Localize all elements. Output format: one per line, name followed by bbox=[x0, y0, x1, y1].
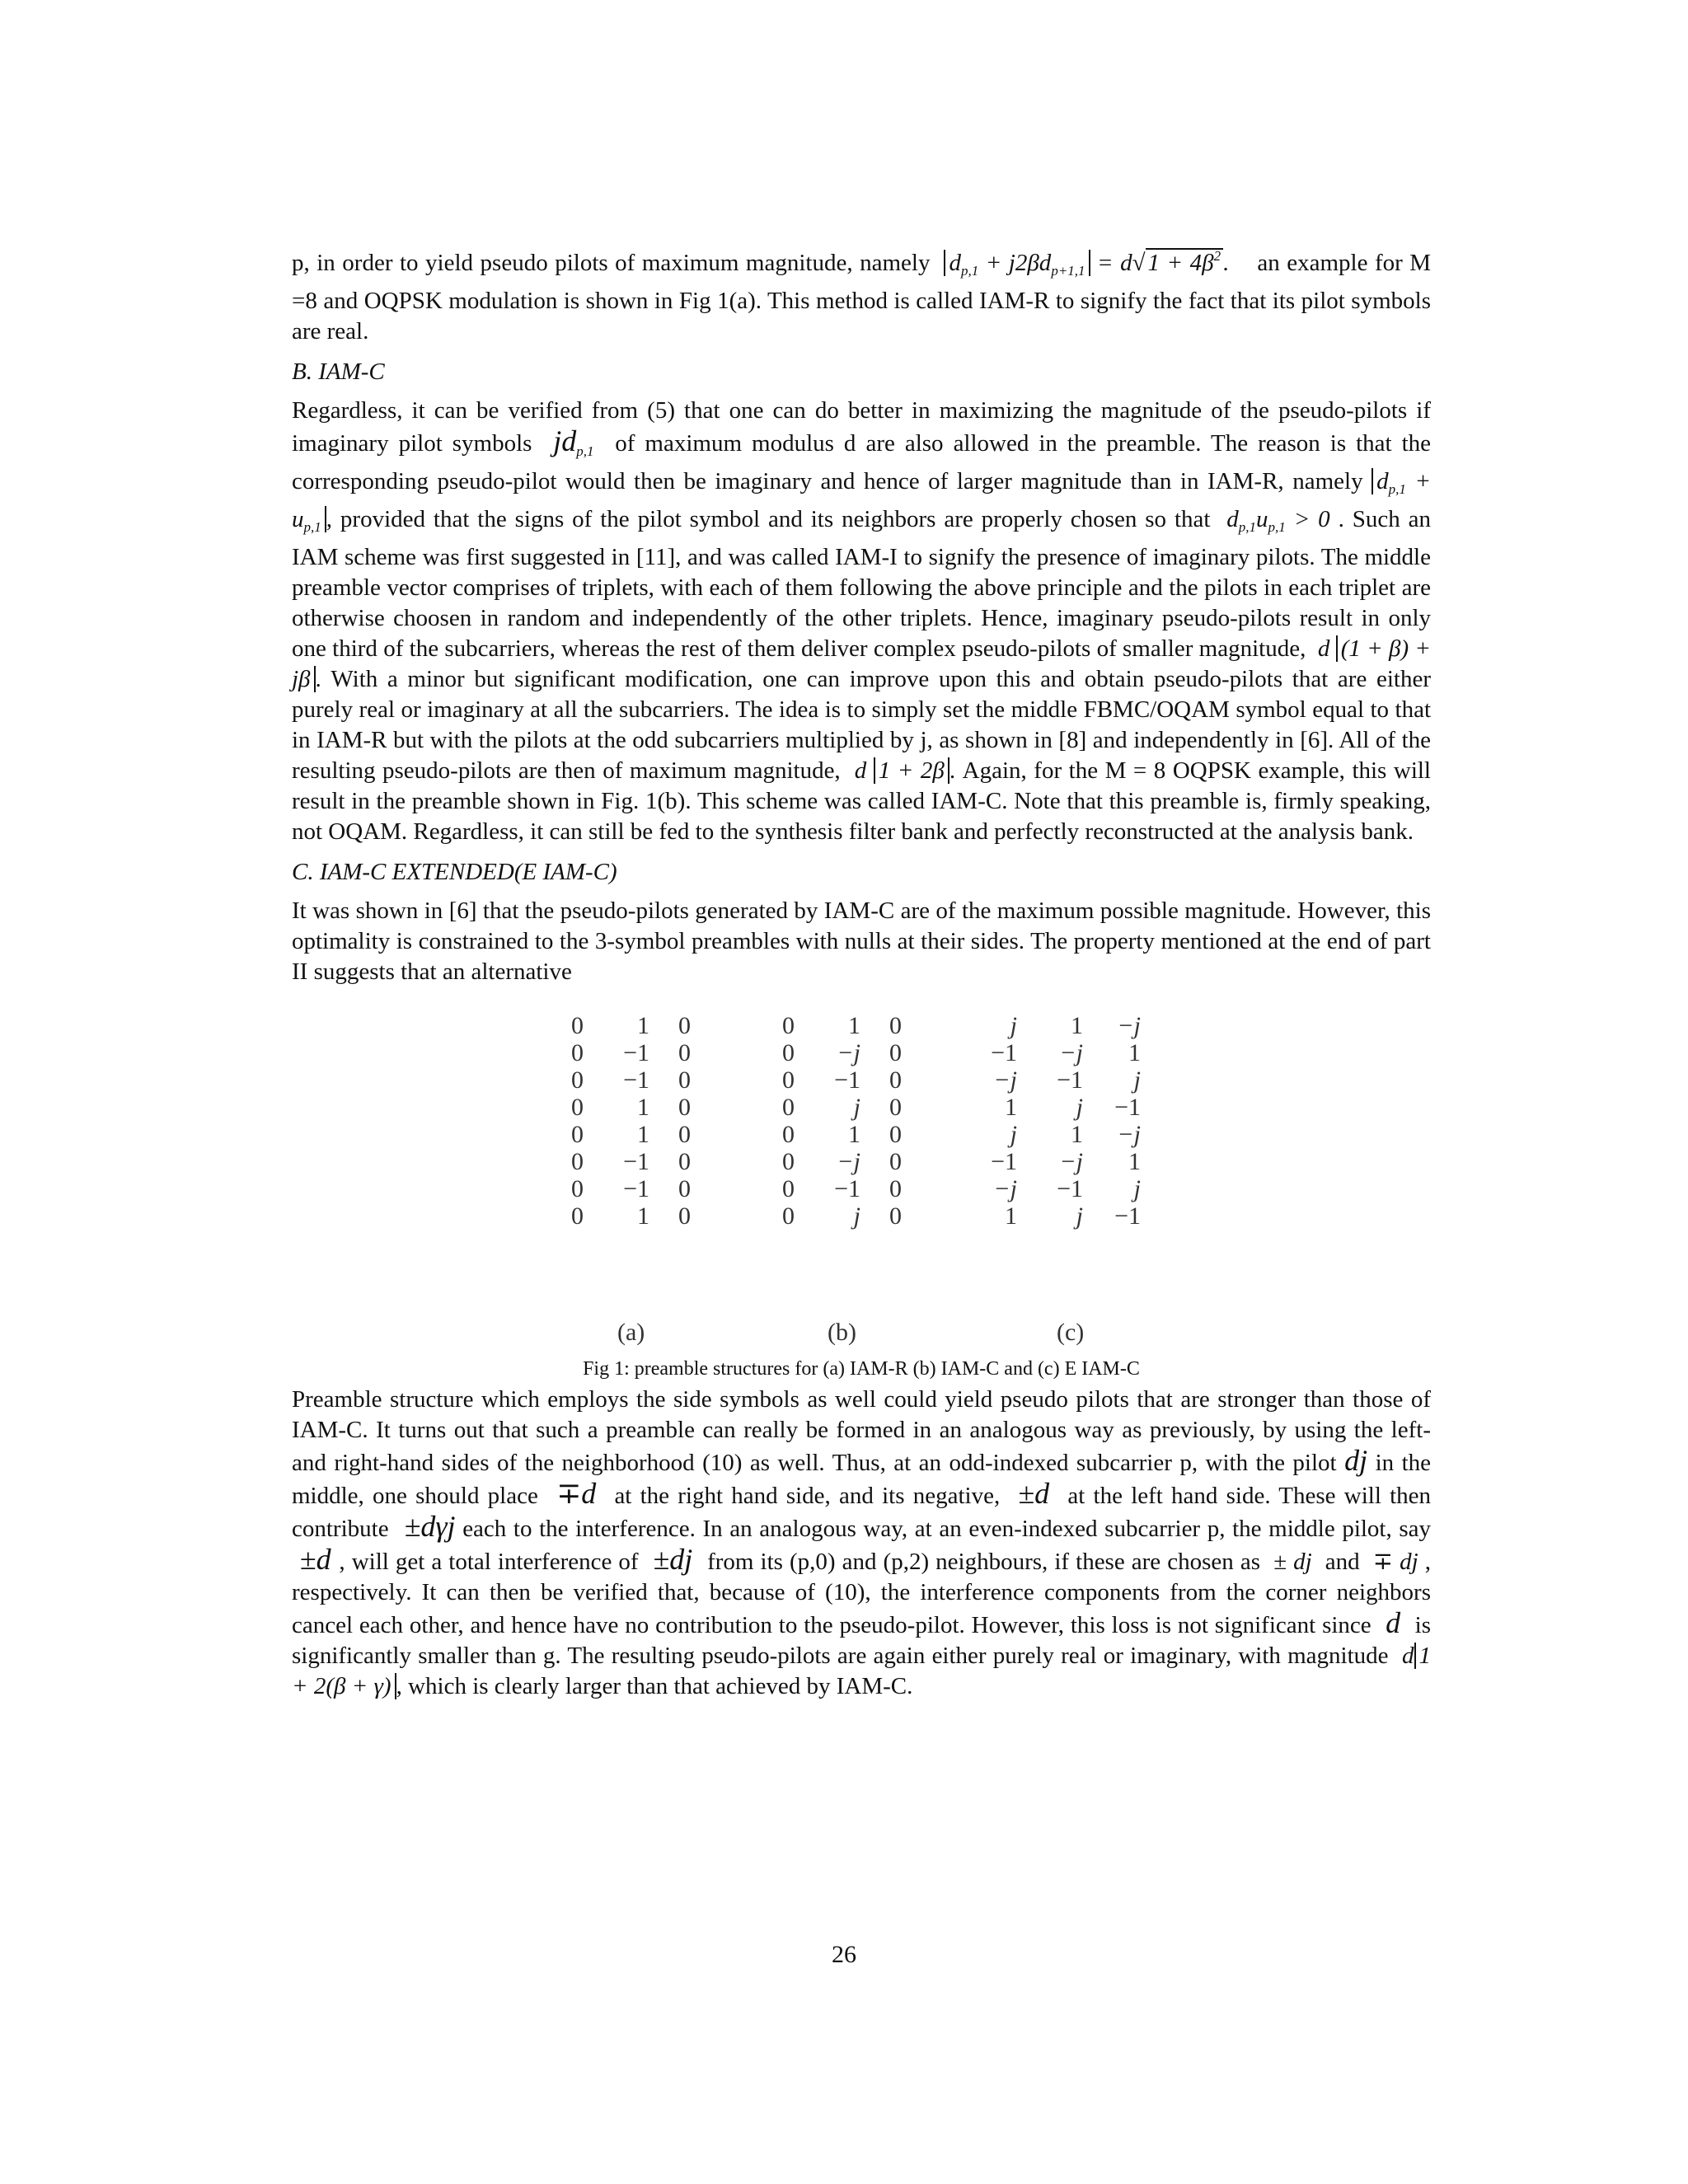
matrix-a bbox=[564, 1012, 691, 1230]
matrix-cell: 0 bbox=[678, 1039, 691, 1066]
matrix-cell: j bbox=[853, 1094, 860, 1121]
matrix-cell: 0 bbox=[571, 1039, 584, 1066]
matrix-cell: j bbox=[1076, 1202, 1083, 1230]
text: . Again, for the M = 8 OQPSK example, this will result in the preamble shown in Fig. 1(b). This scheme was called IAM-C. Note that this preamble is, firmly speaking, not OQAM. Regardless, it can still be fed to the synthesis filter bank and perfectly reconstructed at the analysis bank. bbox=[292, 757, 1431, 845]
matrix-cell: 1 bbox=[637, 1094, 649, 1121]
matrix-cell: 0 bbox=[782, 1175, 795, 1202]
equation: d 1 + 2β bbox=[847, 757, 950, 784]
matrix-cell: −1 bbox=[834, 1066, 860, 1094]
matrix-cell: j bbox=[853, 1202, 860, 1230]
matrix-cell: 0 bbox=[678, 1202, 691, 1230]
text: , will get a total interference of bbox=[339, 1549, 639, 1575]
text: each to the interference. In an analogous way, at an even-indexed subcarrier p, the middle pilot, say bbox=[462, 1516, 1432, 1542]
matrix-cell: 0 bbox=[678, 1012, 691, 1039]
text: . Such an IAM scheme was first suggested in [11], and was called IAM-I to signify the presence of imaginary pilots. The middle preamble vector comprises of triplets, with each of them following the above principle and the pilots in each triplet are otherwise choosen in random and independently of the other triplets. Hence, imaginary pseudo-pilots result in only one third of the subcarriers, whereas the rest of them deliver complex pseudo-pilots of smaller magnitude, bbox=[292, 506, 1432, 662]
matrix-cell: 1 bbox=[1005, 1094, 1017, 1121]
matrix-cell: −1 bbox=[623, 1039, 649, 1066]
equation: d 1 + 2(β + γ) bbox=[292, 1643, 1432, 1699]
matrix-cell: 1 bbox=[1071, 1012, 1083, 1039]
equation: ∓d bbox=[546, 1477, 607, 1510]
matrix-row bbox=[564, 1121, 691, 1148]
matrix-row bbox=[976, 1175, 1141, 1202]
matrix-cell: 0 bbox=[571, 1148, 584, 1175]
label-b: (b) bbox=[828, 1319, 856, 1346]
matrix-cell: 0 bbox=[889, 1012, 902, 1039]
equation: $d_{p,1}u_{p,1} > 0$ bbox=[1218, 506, 1339, 535]
equation: ∓ dj bbox=[1366, 1549, 1425, 1575]
matrix-cell: 0 bbox=[782, 1066, 795, 1094]
matrix-cell: −j bbox=[837, 1148, 860, 1175]
matrix-cell: 0 bbox=[889, 1148, 902, 1175]
text: at the right hand side, and its negative, bbox=[614, 1483, 1001, 1509]
matrix-cell: 1 bbox=[637, 1121, 649, 1148]
matrix-cell: 1 bbox=[848, 1012, 860, 1039]
page-body bbox=[292, 241, 1431, 1702]
matrix-cell: 0 bbox=[678, 1148, 691, 1175]
matrix-cell: −1 bbox=[1114, 1202, 1141, 1230]
matrix-row bbox=[775, 1094, 902, 1121]
matrix-cell: −1 bbox=[1114, 1094, 1141, 1121]
matrix-cell: 0 bbox=[571, 1012, 584, 1039]
matrix-cell: 0 bbox=[889, 1121, 902, 1148]
figure-caption: Fig 1: preamble structures for (a) IAM-R (b) IAM-C and (c) E IAM-C bbox=[583, 1358, 1140, 1380]
matrix-row bbox=[976, 1039, 1141, 1066]
matrix-row bbox=[775, 1202, 902, 1230]
matrix-cell: 0 bbox=[571, 1121, 584, 1148]
matrix-cell: −j bbox=[837, 1039, 860, 1066]
matrix-row bbox=[564, 1202, 691, 1230]
matrix-cell: 0 bbox=[678, 1066, 691, 1094]
matrix-row bbox=[775, 1121, 902, 1148]
matrix-row bbox=[775, 1175, 902, 1202]
paragraph-iam-c bbox=[292, 396, 1431, 847]
matrix-cell: 0 bbox=[782, 1148, 795, 1175]
matrix-row bbox=[775, 1066, 902, 1094]
matrix-cell: 0 bbox=[571, 1175, 584, 1202]
matrix-cell: −1 bbox=[1057, 1175, 1083, 1202]
matrix-cell: 1 bbox=[637, 1012, 649, 1039]
paragraph-e-iam-c-body bbox=[292, 1385, 1431, 1702]
matrix-cell: −j bbox=[1117, 1121, 1141, 1148]
text: , which is clearly larger than that achieved by IAM-C. bbox=[396, 1673, 913, 1699]
equation: d (1 + β) + jβ bbox=[292, 635, 1432, 692]
matrix-cell: j bbox=[1076, 1094, 1083, 1121]
matrix-cell: −1 bbox=[1057, 1066, 1083, 1094]
text: , provided that the signs of the pilot symbol and its neighbors are properly chosen so that bbox=[326, 506, 1211, 532]
equation: $jd_{p,1}$ bbox=[542, 424, 594, 459]
matrix-cell: −1 bbox=[834, 1175, 860, 1202]
page-number: 26 bbox=[832, 1941, 856, 1968]
matrix-cell: 0 bbox=[782, 1012, 795, 1039]
matrix-row bbox=[976, 1148, 1141, 1175]
equation: ±dj bbox=[645, 1543, 701, 1576]
matrix-cell: 1 bbox=[1005, 1202, 1017, 1230]
equation: d bbox=[1377, 1606, 1409, 1639]
matrix-cell: 0 bbox=[889, 1202, 902, 1230]
text: of maximum modulus d are also allowed in the preamble. The reason is that the corresponding pseudo-pilot would then be imaginary and hence of larger magnitude than in IAM-R, namely bbox=[292, 430, 1432, 494]
matrix-cell: 0 bbox=[571, 1094, 584, 1121]
matrix-cell: 1 bbox=[637, 1202, 649, 1230]
matrix-cell: 0 bbox=[889, 1175, 902, 1202]
matrix-cell: 0 bbox=[782, 1121, 795, 1148]
matrix-cell: 0 bbox=[889, 1094, 902, 1121]
text: is significantly smaller than g. The resulting pseudo-pilots are again either purely real or imaginary, with magnitude bbox=[292, 1612, 1432, 1669]
matrix-cell: 0 bbox=[678, 1094, 691, 1121]
label-a: (a) bbox=[617, 1319, 645, 1346]
matrix-row bbox=[564, 1066, 691, 1094]
matrix-cell: j bbox=[1010, 1012, 1017, 1039]
matrix-row bbox=[775, 1039, 902, 1066]
matrix-cell: 0 bbox=[889, 1039, 902, 1066]
paragraph-e-iam-c-intro: It was shown in [6] that the pseudo-pilots generated by IAM-C are of the maximum possible magnitude. However, this optimality is constrained to the 3-symbol preambles with nulls at their sides. The property mentioned at the end of part II suggests that an alternative bbox=[292, 898, 1431, 985]
equation: $d_{p,1} + j2\beta d_{p+1,1} = d√$ $1 + 4\beta^2$ . bbox=[937, 248, 1250, 276]
text: an example for M =8 and OQPSK modulation is shown in Fig 1(a). This method is called IAM-R to signify the fact that its pilot symbols are real. bbox=[292, 250, 1432, 344]
equation: $d_{p,1} + u_{p,1}$ bbox=[292, 468, 1432, 535]
label-c: (c) bbox=[1057, 1319, 1085, 1346]
matrix-cell: 0 bbox=[678, 1175, 691, 1202]
matrix-row bbox=[775, 1012, 902, 1039]
matrix-row bbox=[775, 1148, 902, 1175]
equation: dj bbox=[1344, 1444, 1368, 1477]
matrix-cell: 0 bbox=[782, 1202, 795, 1230]
matrix-row bbox=[976, 1066, 1141, 1094]
matrix-row bbox=[564, 1039, 691, 1066]
matrix-cell: −j bbox=[1059, 1148, 1083, 1175]
equation: ±d bbox=[292, 1543, 340, 1576]
matrix-cell: 1 bbox=[1071, 1121, 1083, 1148]
matrix-cell: 0 bbox=[782, 1094, 795, 1121]
matrix-cell: 1 bbox=[1128, 1039, 1141, 1066]
matrix-cell: −1 bbox=[991, 1039, 1017, 1066]
matrix-cell: j bbox=[1010, 1121, 1017, 1148]
matrix-row bbox=[976, 1202, 1141, 1230]
matrix-row bbox=[564, 1148, 691, 1175]
matrix-cell: j bbox=[1133, 1066, 1141, 1094]
matrix-cell: 0 bbox=[782, 1039, 795, 1066]
text: . With a minor but significant modification, one can improve upon this and obtain pseudo-pilots that are either purely real or imaginary at all the subcarriers. The idea is to simply set the middle FBMC/OQAM symbol equal to that in IAM-R but with the pilots at the odd subcarriers multiplied by j, as shown in [8] and independently in [6]. All of the resulting pseudo-pilots are then of maximum magnitude, bbox=[292, 666, 1431, 784]
text: from its (p,0) and (p,2) neighbours, if these are chosen as bbox=[707, 1549, 1260, 1575]
matrix-cell: 0 bbox=[678, 1121, 691, 1148]
matrix-cell: 0 bbox=[571, 1202, 584, 1230]
figure-preamble-structures bbox=[292, 1012, 1431, 1357]
matrix-c bbox=[976, 1012, 1141, 1230]
matrix-row bbox=[976, 1012, 1141, 1039]
section-heading-iam-c: B. IAM-C bbox=[292, 359, 385, 385]
matrix-row bbox=[976, 1121, 1141, 1148]
matrix-cell: −1 bbox=[991, 1148, 1017, 1175]
matrix-cell: 1 bbox=[1128, 1148, 1141, 1175]
matrix-cell: −j bbox=[993, 1175, 1017, 1202]
matrix-row bbox=[976, 1094, 1141, 1121]
text: at the left hand side. These will then contribute bbox=[292, 1483, 1432, 1542]
matrix-row bbox=[564, 1175, 691, 1202]
matrix-row bbox=[564, 1094, 691, 1121]
equation: ±d bbox=[1008, 1477, 1060, 1510]
matrix-cell: 0 bbox=[889, 1066, 902, 1094]
matrix-cell: 1 bbox=[848, 1121, 860, 1148]
paragraph-iam-r bbox=[292, 241, 1431, 347]
matrix-b bbox=[775, 1012, 902, 1230]
text: and bbox=[1325, 1549, 1360, 1575]
matrix-cell: −j bbox=[993, 1066, 1017, 1094]
text: , respectively. It can then be verified that, because of (10), the interference components from the corner neighbors cancel each other, and hence have no contribution to the pseudo-pilot. However, this loss is not significant since bbox=[292, 1549, 1432, 1638]
section-heading-e-iam-c: C. IAM-C EXTENDED(E IAM-C) bbox=[292, 859, 617, 885]
matrix-cell: −1 bbox=[623, 1175, 649, 1202]
text: Regardless, it can be verified from (5) that one can do better in maximizing the magnitude of the pseudo-pilots if imaginary pilot symbols bbox=[292, 397, 1431, 457]
matrix-cell: j bbox=[1133, 1175, 1141, 1202]
equation: ± dj bbox=[1267, 1549, 1319, 1575]
matrix-cell: −1 bbox=[623, 1066, 649, 1094]
text: in the middle, one should place bbox=[292, 1450, 1432, 1509]
text: Preamble structure which employs the side symbols as well could yield pseudo pilots that are stronger than those of IAM-C. It turns out that such a preamble can really be formed in an analogous way as previously, by using the left- and right-hand sides of the neighborhood (10) as well. Thus, at an odd-indexed subcarrier p, with the pilot bbox=[292, 1386, 1431, 1476]
matrix-cell: −j bbox=[1117, 1012, 1141, 1039]
text: p, in order to yield pseudo pilots of maximum magnitude, namely bbox=[292, 250, 931, 276]
equation: ±dγj bbox=[396, 1510, 456, 1543]
matrix-row bbox=[564, 1012, 691, 1039]
matrix-cell: −1 bbox=[623, 1148, 649, 1175]
matrix-cell: −j bbox=[1059, 1039, 1083, 1066]
matrix-cell: 0 bbox=[571, 1066, 584, 1094]
